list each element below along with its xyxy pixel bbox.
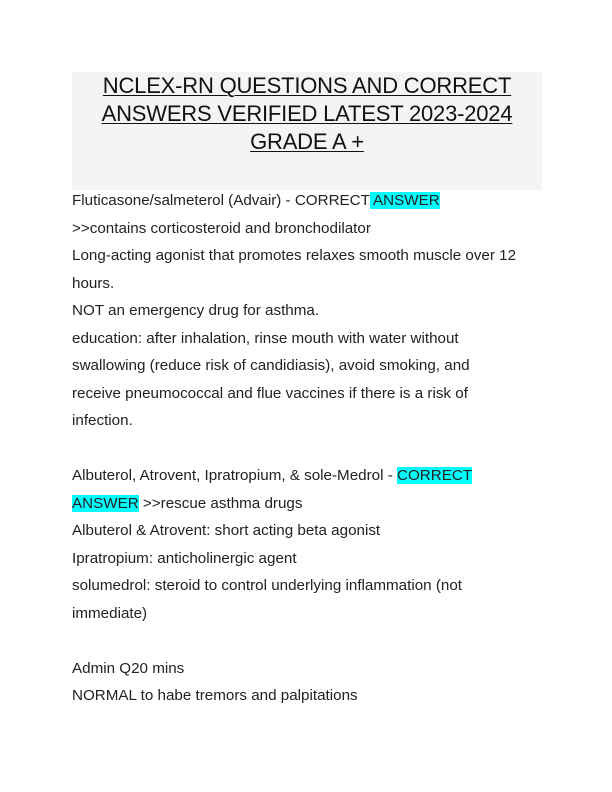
text-line: NOT an emergency drug for asthma. <box>72 302 320 319</box>
paragraph-spacer <box>72 627 552 655</box>
title-box <box>72 72 542 190</box>
text-line <box>72 187 552 215</box>
paragraph-advair <box>72 187 552 435</box>
title-line-3: GRADE A + <box>250 129 364 154</box>
text-line <box>72 462 552 490</box>
text-fragment: Fluticasone/salmeterol (Advair) - CORRECT <box>72 192 370 209</box>
paragraph-admin <box>72 655 552 710</box>
text-line: Albuterol & Atrovent: short acting beta agonist <box>72 522 381 539</box>
text-fragment: Albuterol, Atrovent, Ipratropium, & sole-Medrol - <box>72 467 397 484</box>
text-line: swallowing (reduce risk of candidiasis), avoid smoking, and <box>72 357 470 374</box>
text-line: hours. <box>72 274 115 292</box>
text-line <box>72 490 552 518</box>
text-line: education: after inhalation, rinse mouth with water without <box>72 329 459 347</box>
paragraph-spacer <box>72 435 552 463</box>
highlighted-correct: CORRECT <box>396 467 473 484</box>
text-line: NORMAL to habe tremors and palpitations <box>72 687 358 704</box>
document-title <box>72 72 542 156</box>
title-line-1: NCLEX-RN QUESTIONS AND CORRECT <box>102 73 512 98</box>
text-line: solumedrol: steroid to control underlying inflammation (not <box>72 577 463 594</box>
text-line: Admin Q20 mins <box>72 659 185 677</box>
paragraph-rescue-drugs <box>72 462 552 627</box>
text-line: Long-acting agonist that promotes relaxes smooth muscle over 12 <box>72 247 517 264</box>
text-line: receive pneumococcal and flue vaccines if there is a risk of <box>72 384 468 402</box>
text-line: Ipratropium: anticholinergic agent <box>72 549 297 567</box>
title-line-2: ANSWERS VERIFIED LATEST 2023-2024 <box>101 101 513 126</box>
text-fragment: >>rescue asthma drugs <box>138 494 303 512</box>
text-line: >>contains corticosteroid and bronchodilator <box>72 219 371 237</box>
text-line: immediate) <box>72 604 148 622</box>
highlighted-answer: ANSWER <box>369 192 440 209</box>
document-body <box>72 187 552 710</box>
text-line: infection. <box>72 412 133 429</box>
highlighted-answer: ANSWER <box>72 494 139 512</box>
